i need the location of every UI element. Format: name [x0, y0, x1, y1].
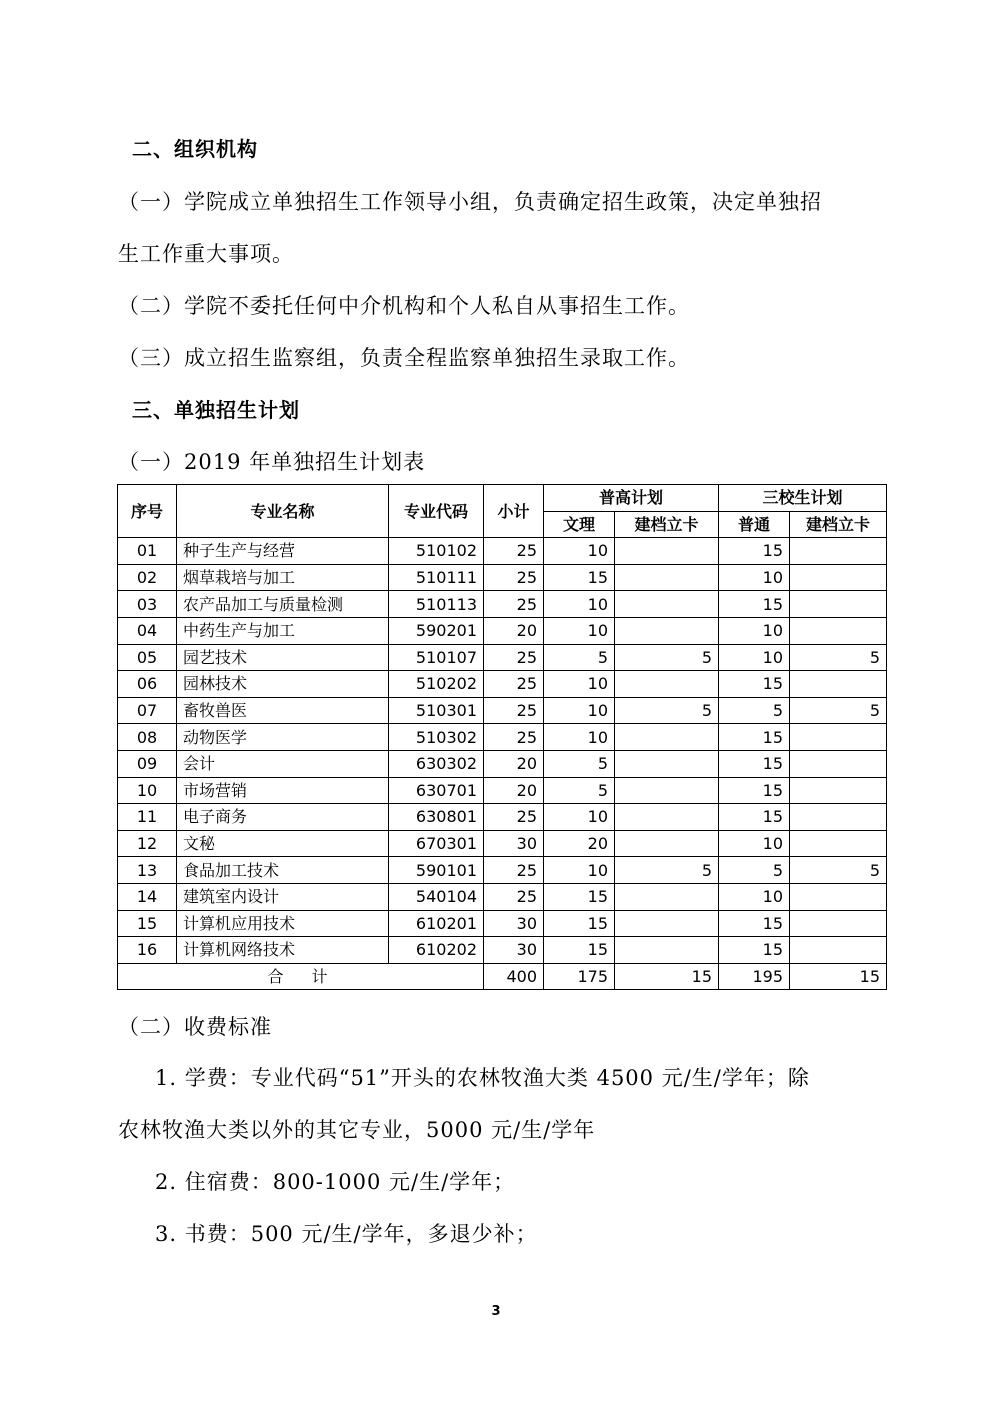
row-code: 610202 [389, 937, 484, 964]
row-subtotal: 25 [484, 883, 544, 910]
row-subtotal: 25 [484, 804, 544, 831]
fees-title: （二）收费标准 [118, 1015, 272, 1039]
row-g2-ordinary: 15 [719, 538, 790, 565]
table-row [118, 777, 887, 804]
row-code: 630801 [389, 804, 484, 831]
row-subtotal: 30 [484, 830, 544, 857]
row-g1-poverty-registered [615, 591, 719, 618]
row-g2-poverty-registered: 5 [790, 644, 887, 671]
row-code: 510102 [389, 538, 484, 565]
table-row [118, 883, 887, 910]
row-g2-poverty-registered [790, 724, 887, 751]
enrollment-plan-table [117, 484, 887, 990]
row-g2-poverty-registered [790, 591, 887, 618]
row-g2-poverty-registered [790, 564, 887, 591]
section-2-paragraph-1-line-1: （一）学院成立单独招生工作领导小组，负责确定招生政策，决定单独招 [118, 190, 822, 214]
row-g2-ordinary: 15 [719, 804, 790, 831]
total-row [118, 963, 887, 990]
row-subtotal: 25 [484, 591, 544, 618]
row-g1-poverty-registered [615, 617, 719, 644]
header-group-three-schools: 三校生计划 [719, 485, 887, 512]
table-row [118, 910, 887, 937]
row-name: 文秘 [177, 830, 389, 857]
row-g2-poverty-registered [790, 538, 887, 565]
row-g2-poverty-registered [790, 671, 887, 698]
row-g1-arts-science: 10 [544, 804, 615, 831]
table-row [118, 644, 887, 671]
row-seq: 16 [118, 937, 177, 964]
total-g2a: 195 [719, 963, 790, 990]
total-g1b: 15 [615, 963, 719, 990]
row-g1-arts-science: 10 [544, 857, 615, 884]
fees-item-3: 3. 书费：500 元/生/学年，多退少补； [155, 1222, 538, 1246]
row-g1-arts-science: 10 [544, 538, 615, 565]
row-g2-ordinary: 15 [719, 750, 790, 777]
row-g2-ordinary: 15 [719, 724, 790, 751]
header-name: 专业名称 [177, 485, 389, 538]
row-g2-poverty-registered [790, 883, 887, 910]
row-seq: 10 [118, 777, 177, 804]
row-seq: 13 [118, 857, 177, 884]
row-g1-arts-science: 15 [544, 564, 615, 591]
table-row [118, 697, 887, 724]
table-row [118, 671, 887, 698]
row-seq: 08 [118, 724, 177, 751]
section-2-paragraph-1-line-2: 生工作重大事项。 [118, 242, 294, 266]
row-seq: 04 [118, 617, 177, 644]
row-g2-ordinary: 15 [719, 937, 790, 964]
row-seq: 15 [118, 910, 177, 937]
row-subtotal: 20 [484, 617, 544, 644]
row-g1-poverty-registered: 5 [615, 697, 719, 724]
row-code: 670301 [389, 830, 484, 857]
row-name: 园艺技术 [177, 644, 389, 671]
row-g2-poverty-registered [790, 937, 887, 964]
row-g2-ordinary: 10 [719, 830, 790, 857]
header-g1-poverty-registered: 建档立卡 [615, 511, 719, 538]
row-g2-poverty-registered [790, 804, 887, 831]
row-g1-poverty-registered [615, 937, 719, 964]
row-g1-poverty-registered [615, 804, 719, 831]
row-g2-ordinary: 10 [719, 644, 790, 671]
row-g2-ordinary: 15 [719, 910, 790, 937]
row-g1-poverty-registered [615, 671, 719, 698]
row-g2-poverty-registered [790, 910, 887, 937]
row-seq: 09 [118, 750, 177, 777]
row-g2-poverty-registered [790, 830, 887, 857]
row-seq: 03 [118, 591, 177, 618]
header-subtotal: 小计 [484, 485, 544, 538]
fees-item-1-line-1: 1. 学费：专业代码“51”开头的农林牧渔大类 4500 元/生/学年；除 [155, 1066, 810, 1090]
row-seq: 07 [118, 697, 177, 724]
page-number: 3 [491, 1304, 501, 1319]
row-subtotal: 25 [484, 697, 544, 724]
row-g1-arts-science: 10 [544, 724, 615, 751]
table-row [118, 804, 887, 831]
row-g2-poverty-registered [790, 777, 887, 804]
header-seq: 序号 [118, 485, 177, 538]
row-g1-poverty-registered [615, 538, 719, 565]
row-name: 动物医学 [177, 724, 389, 751]
row-name: 建筑室内设计 [177, 883, 389, 910]
table-row [118, 538, 887, 565]
row-name: 种子生产与经营 [177, 538, 389, 565]
row-subtotal: 30 [484, 910, 544, 937]
row-code: 610201 [389, 910, 484, 937]
row-g2-ordinary: 15 [719, 777, 790, 804]
row-name: 农产品加工与质量检测 [177, 591, 389, 618]
row-g2-poverty-registered [790, 617, 887, 644]
table-caption: （一）2019 年单独招生计划表 [118, 450, 426, 474]
row-seq: 01 [118, 538, 177, 565]
row-g2-ordinary: 10 [719, 564, 790, 591]
row-name: 计算机应用技术 [177, 910, 389, 937]
row-code: 510111 [389, 564, 484, 591]
row-code: 590101 [389, 857, 484, 884]
row-seq: 05 [118, 644, 177, 671]
row-name: 中药生产与加工 [177, 617, 389, 644]
total-g2b: 15 [790, 963, 887, 990]
row-seq: 06 [118, 671, 177, 698]
row-g2-ordinary: 5 [719, 697, 790, 724]
row-g2-ordinary: 15 [719, 671, 790, 698]
row-code: 510113 [389, 591, 484, 618]
row-g1-poverty-registered [615, 750, 719, 777]
row-g2-ordinary: 5 [719, 857, 790, 884]
row-code: 630701 [389, 777, 484, 804]
row-code: 510202 [389, 671, 484, 698]
header-code: 专业代码 [389, 485, 484, 538]
section-2-paragraph-3: （三）成立招生监察组，负责全程监察单独招生录取工作。 [118, 346, 690, 370]
fees-item-2: 2. 住宿费：800-1000 元/生/学年； [155, 1170, 516, 1194]
row-g2-poverty-registered: 5 [790, 857, 887, 884]
row-g1-arts-science: 10 [544, 617, 615, 644]
row-code: 630302 [389, 750, 484, 777]
row-subtotal: 25 [484, 644, 544, 671]
row-subtotal: 25 [484, 538, 544, 565]
row-g1-poverty-registered [615, 564, 719, 591]
row-subtotal: 30 [484, 937, 544, 964]
section-2-title: 二、组织机构 [132, 137, 258, 161]
total-subtotal: 400 [484, 963, 544, 990]
fees-item-1-line-2: 农林牧渔大类以外的其它专业，5000 元/生/学年 [118, 1118, 596, 1142]
row-code: 590201 [389, 617, 484, 644]
table-row [118, 591, 887, 618]
row-g1-poverty-registered: 5 [615, 857, 719, 884]
row-g1-arts-science: 10 [544, 697, 615, 724]
header-g2-poverty-registered: 建档立卡 [790, 511, 887, 538]
header-group-regular-hs: 普高计划 [544, 485, 719, 512]
row-subtotal: 20 [484, 777, 544, 804]
row-code: 510301 [389, 697, 484, 724]
row-subtotal: 25 [484, 671, 544, 698]
section-2-paragraph-2: （二）学院不委托任何中介机构和个人私自从事招生工作。 [118, 294, 690, 318]
row-subtotal: 25 [484, 724, 544, 751]
table-row [118, 857, 887, 884]
row-g2-poverty-registered: 5 [790, 697, 887, 724]
row-name: 烟草栽培与加工 [177, 564, 389, 591]
row-g1-arts-science: 10 [544, 671, 615, 698]
row-name: 计算机网络技术 [177, 937, 389, 964]
total-g1a: 175 [544, 963, 615, 990]
total-label: 合 计 [118, 963, 484, 990]
row-subtotal: 25 [484, 564, 544, 591]
row-seq: 02 [118, 564, 177, 591]
row-g2-ordinary: 10 [719, 883, 790, 910]
row-subtotal: 20 [484, 750, 544, 777]
row-g1-arts-science: 15 [544, 910, 615, 937]
row-g1-poverty-registered [615, 724, 719, 751]
row-name: 食品加工技术 [177, 857, 389, 884]
row-g2-poverty-registered [790, 750, 887, 777]
header-g1-arts-science: 文理 [544, 511, 615, 538]
row-g2-ordinary: 10 [719, 617, 790, 644]
row-name: 畜牧兽医 [177, 697, 389, 724]
row-name: 会计 [177, 750, 389, 777]
row-g1-poverty-registered [615, 910, 719, 937]
row-g1-poverty-registered [615, 777, 719, 804]
row-g1-poverty-registered [615, 883, 719, 910]
row-g1-arts-science: 20 [544, 830, 615, 857]
row-code: 540104 [389, 883, 484, 910]
row-seq: 11 [118, 804, 177, 831]
table-row [118, 724, 887, 751]
row-g2-ordinary: 15 [719, 591, 790, 618]
row-g1-arts-science: 15 [544, 883, 615, 910]
header-g2-ordinary: 普通 [719, 511, 790, 538]
row-seq: 14 [118, 883, 177, 910]
table-row [118, 750, 887, 777]
row-subtotal: 25 [484, 857, 544, 884]
row-name: 市场营销 [177, 777, 389, 804]
table-row [118, 830, 887, 857]
row-g1-arts-science: 5 [544, 644, 615, 671]
row-code: 510302 [389, 724, 484, 751]
row-g1-arts-science: 10 [544, 591, 615, 618]
row-g1-arts-science: 15 [544, 937, 615, 964]
table-row [118, 617, 887, 644]
row-g1-poverty-registered: 5 [615, 644, 719, 671]
table-row [118, 564, 887, 591]
table-row [118, 937, 887, 964]
row-name: 园林技术 [177, 671, 389, 698]
row-seq: 12 [118, 830, 177, 857]
row-g1-poverty-registered [615, 830, 719, 857]
row-g1-arts-science: 5 [544, 750, 615, 777]
row-code: 510107 [389, 644, 484, 671]
row-g1-arts-science: 5 [544, 777, 615, 804]
section-3-title: 三、单独招生计划 [132, 398, 300, 422]
row-name: 电子商务 [177, 804, 389, 831]
